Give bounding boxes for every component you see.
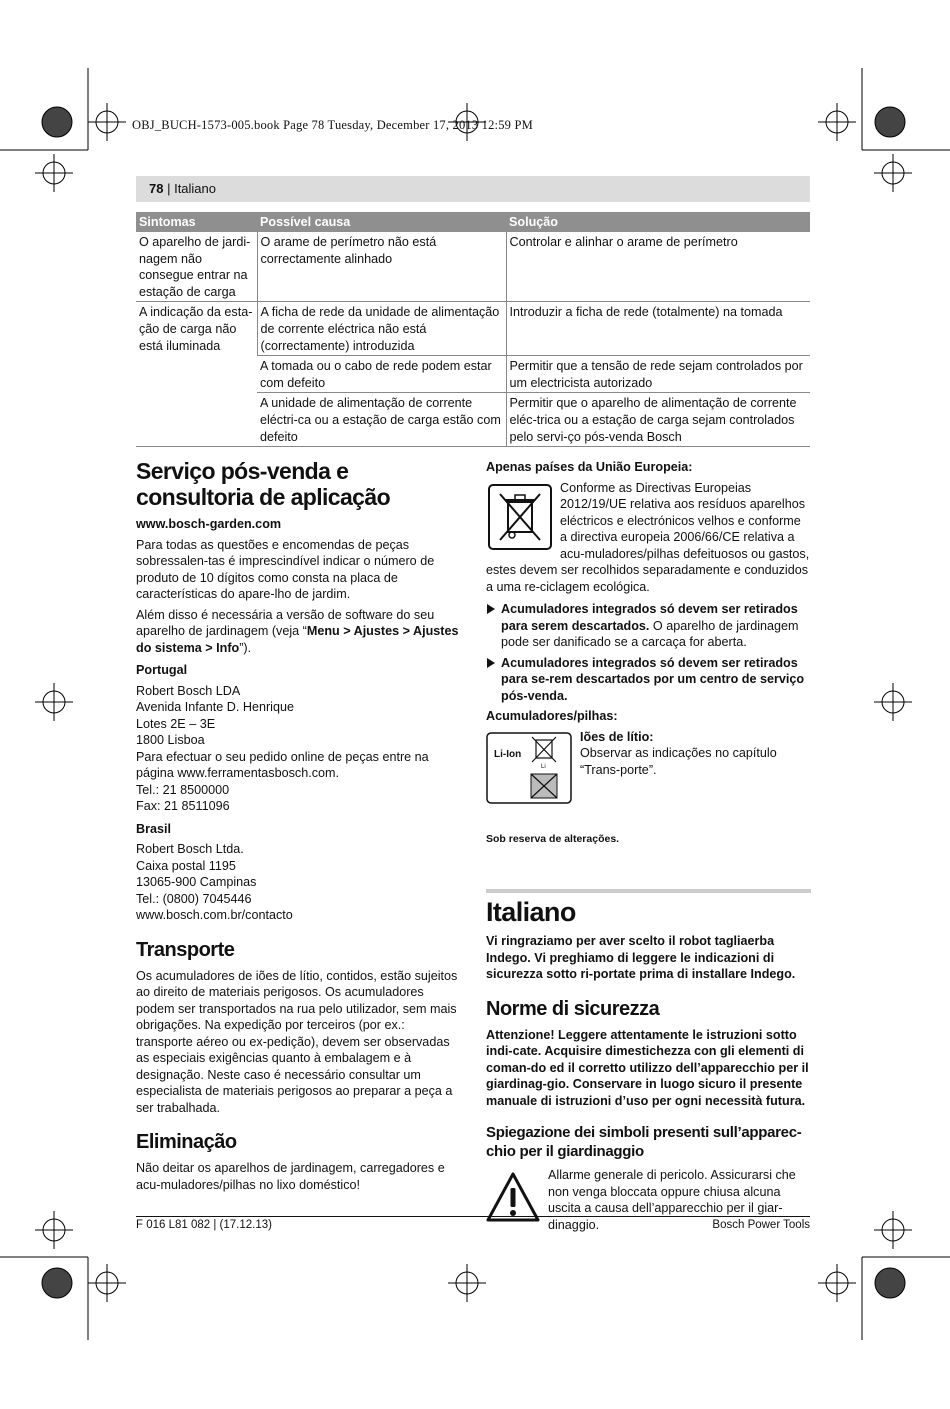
italiano-intro: Vi ringraziamo per aver scelto il robot tagliaerba Indego. Vi preghiamo di leggere le indicazioni di sicurezza sotto ri-portate prima di installare Indego.: [486, 934, 796, 981]
warning-text: Allarme generale di pericolo. Assicurarsi che non venga bloccata oppure chiusa alcuna uscita a causa dell’apparecchio per il giar-dinaggio.: [548, 1168, 796, 1232]
page-header: 78 | Italiano: [136, 176, 810, 202]
liion-text: Observar as indicações no capítulo “Trans-porte”.: [580, 746, 777, 777]
italiano-title: Italiano: [486, 897, 576, 927]
cause-cell: A tomada ou o cabo de rede podem estar com defeito: [257, 356, 506, 393]
address-line: Para efectuar o seu pedido online de peças entre na página www.ferramentasbosch.com.: [136, 749, 429, 780]
troubleshooting-table: [136, 212, 810, 447]
bullet-arrow-icon: [487, 604, 495, 614]
service-para1: Para todas as questões e encomendas de peças sobressalen-tas é imprescindível indicar o número de produto de 10 dígitos como consta na placa de características do apare-lho de jardim.: [136, 537, 435, 601]
li-small-label: Li: [541, 763, 546, 770]
address-line: Tel.: 21 8500000: [136, 782, 230, 797]
address-line: Lotes 2E – 3E: [136, 716, 216, 731]
safety-title: Norme di sicurezza: [486, 997, 660, 1020]
liion-heading: Iões de lítio:: [580, 729, 654, 744]
transport-text: Os acumuladores de iões de lítio, contidos, estão sujeitos ao direito de materiais perigosos. Os acumuladores podem ser transportados na rua pelo utilizador, sem mais obrigações. Na expedição por terceiros (por ex.: transporte aéreo ou ex-pedição), devem ser observadas as especiais exigências quanto à embalagem e à designação. Neste caso é necessário consultar um especialista de materiais perigosos ao preparar a peça a ser trabalhada.: [136, 968, 458, 1115]
right-column: [486, 459, 811, 1233]
crossed-bin-icon: [488, 484, 552, 550]
solution-cell: Permitir que a tensão de rede sejam controlados por um electricista autorizado: [506, 356, 810, 393]
bullet-arrow-icon: [487, 658, 495, 668]
address-line: Caixa postal 1195: [136, 858, 236, 873]
transport-title: Transporte: [136, 938, 235, 961]
address-line: Robert Bosch Ltda.: [136, 842, 244, 856]
address-line: www.bosch.com.br/contacto: [136, 908, 293, 922]
cause-cell: A unidade de alimentação de corrente eléctri-ca ou a estação de carga estão com defeito: [257, 393, 506, 447]
footer-doc-number: F 016 L81 082 | (17.12.13): [136, 1219, 272, 1231]
cause-cell: O arame de perímetro não está correctamente alinhado: [257, 232, 506, 302]
li-ion-label: Li-Ion: [494, 748, 522, 760]
eu-text: Conforme as Directivas Europeias 2012/19/UE relativa aos resíduos aparelhos eléctricos e electrónicos velhos e conforme a directiva europeia 2006/66/CE relativa a acu-muladores/pilhas defeituosos ou gastos, estes devem ser recolhidos separadamente e conduzidos a uma re-ciclagem ecológica.: [486, 480, 810, 594]
service-website: www.bosch-garden.com: [136, 517, 282, 531]
footer-rule: [136, 1216, 810, 1217]
address-line: Fax: 21 8511096: [136, 799, 230, 813]
address-line: Tel.: (0800) 7045446: [136, 891, 252, 906]
symptom-cell: A indicação da esta-ção de carga não está iluminada: [136, 302, 257, 447]
address-line: 13065-900 Campinas: [136, 875, 257, 889]
service-title: Serviço pós-venda e consultoria de aplicação: [136, 458, 391, 510]
disposal-text: Não deitar os aparelhos de jardinagem, carregadores e acu-muladores/pilhas no lixo doméstico!: [136, 1161, 445, 1192]
bullet-item: Acumuladores integrados só devem ser retirados para se-rem descartados por um centro de serviço pós-venda.: [486, 655, 811, 705]
column-header: Sintomas: [136, 212, 257, 232]
li-ion-disposal-icon: [486, 732, 572, 804]
page-number: 78: [149, 181, 164, 196]
service-para2: Além disso é necessária a versão de software do seu aparelho de jardinagem (veja “Menu > Ajustes > Ajustes do sistema > Info”).: [136, 607, 459, 655]
section-name: Italiano: [174, 181, 216, 196]
brasil-heading: Brasil: [136, 821, 172, 836]
reserve-note: Sob reserva de alterações.: [486, 832, 620, 845]
column-header: Solução: [506, 212, 810, 232]
menu-path: Menu > Ajustes > Ajustes do sistema > Info: [136, 624, 459, 655]
left-column: [136, 458, 461, 1193]
bullet-item: Acumuladores integrados só devem ser retirados para serem descartados. O aparelho de jardinagem pode ser danificado se a carcaça for aberta.: [486, 601, 811, 651]
address-line: Avenida Infante D. Henrique: [136, 700, 294, 714]
batteries-heading: Acumuladores/pilhas:: [486, 709, 618, 723]
portugal-heading: Portugal: [136, 663, 188, 677]
cause-cell: A ficha de rede da unidade de alimentação de corrente eléctrica não está (correctamente) introduzida: [257, 302, 506, 356]
safety-text: Attenzione! Leggere attentamente le istruzioni sotto indi-cate. Acquisire dimestichezza con gli elementi di coman-do ed il corretto utilizzo dell’apparecchio per il giardinag-gio. Conservare in luogo sicuro il presente manuale di istruzioni d’uso per ogni necessità futura.: [486, 1027, 809, 1108]
symbols-title: Spiegazione dei simboli presenti sull’apparec-chio per il giardinaggio: [486, 1124, 802, 1160]
solution-cell: Introduzir a ficha de rede (totalmente) na tomada: [506, 302, 810, 356]
table-row: [136, 232, 810, 302]
address-line: Robert Bosch LDA: [136, 683, 241, 698]
footer-brand: Bosch Power Tools: [712, 1219, 810, 1231]
table-header-row: [136, 212, 810, 232]
book-info-line: OBJ_BUCH-1573-005.book Page 78 Tuesday, December 17, 2013 12:59 PM: [132, 118, 533, 132]
symptom-cell: O aparelho de jardi-nagem não consegue entrar na estação de carga: [136, 232, 257, 302]
solution-cell: Controlar e alinhar o arame de perímetro: [506, 232, 810, 302]
column-header: Possível causa: [257, 212, 506, 232]
solution-cell: Permitir que o aparelho de alimentação de corrente eléc-trica ou a estação de carga sejam controlados pelo servi-ço pós-venda Bosch: [506, 393, 810, 447]
eu-heading: Apenas países da União Europeia:: [486, 460, 693, 474]
table-row: [136, 302, 810, 356]
disposal-title: Eliminação: [136, 1131, 237, 1153]
address-line: 1800 Lisboa: [136, 733, 205, 747]
